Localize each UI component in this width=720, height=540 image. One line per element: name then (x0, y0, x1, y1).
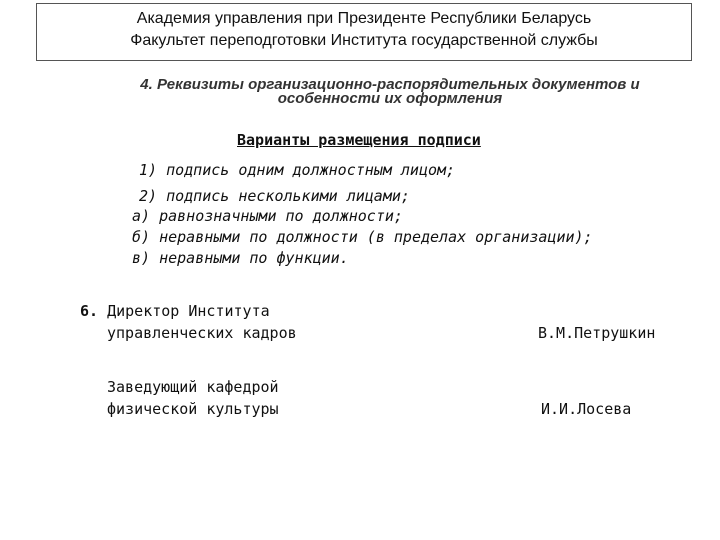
example-signer1-title-line1 (80, 302, 270, 320)
header-faculty-name: Факультет переподготовки Института государственной службы (130, 32, 598, 49)
header-box (36, 3, 692, 61)
example-number: 6. (80, 302, 99, 320)
signer1-name: В.М.Петрушкин (538, 324, 656, 342)
header-academy-name: Академия управления при Президенте Республики Беларусь (136, 10, 592, 27)
variant-item-c: в) неравными по функции. (132, 249, 349, 267)
variant-item-b: б) неравными по должности (в пределах организации); (132, 228, 593, 246)
section-title-line2: особенности их оформления (277, 90, 503, 107)
section-title (60, 78, 720, 106)
section-title-line1: 4. Реквизиты организационно-распорядительных документов и (140, 76, 640, 93)
signer1-title-line2: управленческих кадров (107, 324, 297, 342)
signer2-title-line1: Заведующий кафедрой (107, 378, 279, 396)
signer1-title-line1: Директор Института (107, 302, 270, 320)
variant-item-a: а) равнозначными по должности; (132, 207, 403, 225)
signer2-title-line2: физической культуры (107, 400, 279, 418)
signer2-name: И.И.Лосева (541, 400, 632, 418)
variant-item-1: 1) подпись одним должностным лицом; (139, 161, 456, 179)
variant-item-2: 2) подпись несколькими лицами; (139, 187, 410, 205)
variants-heading: Варианты размещения подписи (237, 131, 481, 149)
